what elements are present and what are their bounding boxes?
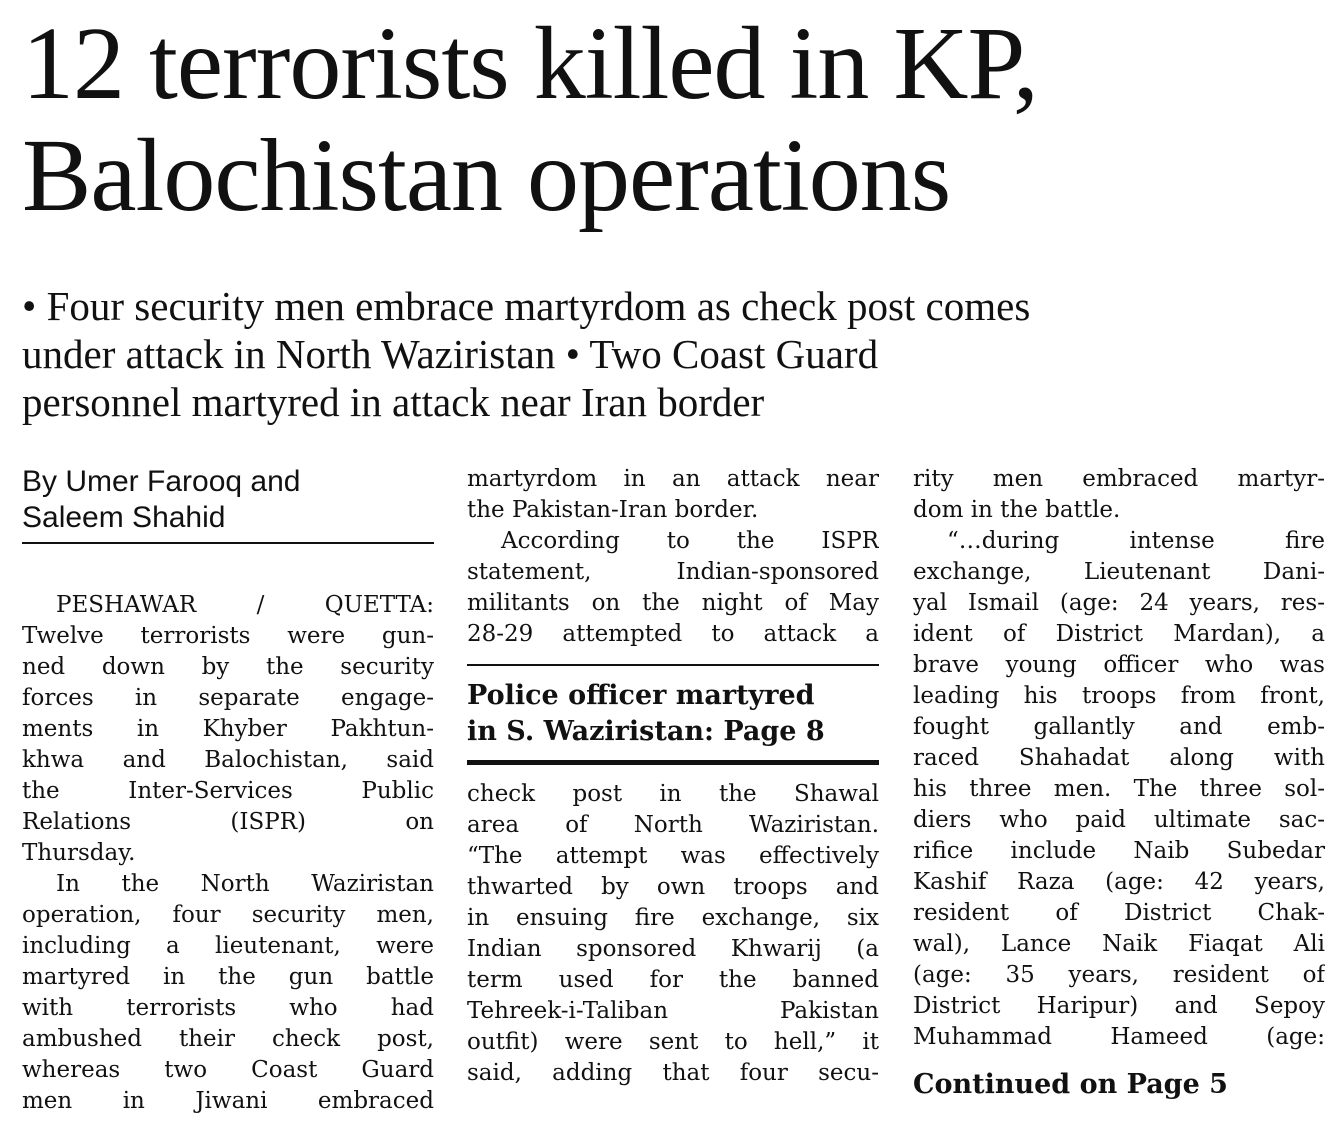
article-column-1 [22,464,434,1117]
text-line: “…during intense fire [947,528,1325,554]
text-line: martyred in the gun battle [22,964,434,990]
text-line: thwarted by own troops and [467,874,879,900]
text-line: outfit) were sent to hell,” it [467,1029,879,1055]
byline-line: Saleem Shahid [22,501,226,534]
continued-on-link[interactable]: Continued on Page 5 [913,1069,1228,1100]
text-line: rity men embraced martyr- [913,466,1325,492]
text-line: check post in the Shawal [467,781,879,807]
text-line: Tehreek-i-Taliban Pakistan [467,998,879,1024]
box-bottom-rule [467,760,879,765]
text-line: dom in the battle. [913,497,1121,523]
headline [22,8,1332,232]
subheadline-line: under attack in North Waziristan • Two Coast Guard [22,331,879,377]
byline [22,464,434,542]
related-story-title[interactable] [467,666,879,760]
text-line: men in Jiwani embraced [22,1088,434,1114]
text-line: including a lieutenant, were [22,933,434,959]
paragraph [913,464,1325,526]
related-story-box[interactable] [467,664,879,765]
text-line: wal), Lance Naik Fiaqat Ali [913,931,1325,957]
paragraph [22,869,434,1117]
text-line: rifice include Naib Subedar [913,838,1325,864]
paragraph [22,590,434,869]
text-line: In the North Waziristan [56,871,434,897]
text-line: ments in Khyber Pakhtun- [22,716,434,742]
text-line: militants on the night of May [467,590,879,616]
text-line: According to the ISPR [501,528,879,554]
text-line: PESHAWAR / QUETTA: [56,592,434,618]
paragraph [467,464,879,526]
text-line: Thursday. [22,840,136,866]
related-story-line: in S. Waziristan: Page 8 [467,716,825,747]
text-line: fought gallantly and emb- [913,714,1325,740]
text-line: his three men. The three sol- [913,776,1325,802]
text-line: (age: 35 years, resident of [913,962,1325,988]
text-line: ident of District Mardan), a [913,621,1325,647]
text-line: resident of District Chak- [913,900,1325,926]
paragraph [913,526,1325,1053]
headline-line: 12 terrorists killed in KP, [22,6,1038,121]
text-line: Indian sponsored Khwarij (a [467,936,879,962]
byline-divider [22,542,434,544]
text-line: Muhammad Hameed (age: [913,1024,1325,1050]
text-line: statement, Indian-sponsored [467,559,879,585]
text-line: Kashif Raza (age: 42 years, [913,869,1325,895]
related-story-line: Police officer martyred [467,680,815,711]
text-line: “The attempt was effectively [467,843,879,869]
paragraph [467,779,879,1089]
text-line: yal Ismail (age: 24 years, res- [913,590,1325,616]
byline-line: By Umer Farooq and [22,465,301,498]
headline-line: Balochistan operations [22,118,951,233]
text-line: diers who paid ultimate sac- [913,807,1325,833]
article-column-3 [913,464,1325,1101]
text-line: khwa and Balochistan, said [22,747,434,773]
text-line: ambushed their check post, [22,1026,434,1052]
text-line: martyrdom in an attack near [467,466,879,492]
paragraph [467,526,879,650]
article-column-2 [467,464,879,1089]
text-line: brave young officer who was [913,652,1325,678]
subheadline [22,282,1332,426]
text-line: with terrorists who had [22,995,434,1021]
text-line: area of North Waziristan. [467,812,879,838]
text-line: whereas two Coast Guard [22,1057,434,1083]
text-line: Relations (ISPR) on [22,809,434,835]
text-line: raced Shahadat along with [913,745,1325,771]
text-line: term used for the banned [467,967,879,993]
text-line: leading his troops from front, [913,683,1325,709]
text-line: ned down by the security [22,654,434,680]
text-line: in ensuing fire exchange, six [467,905,879,931]
text-line: said, adding that four secu- [467,1060,879,1086]
subheadline-line: personnel martyred in attack near Iran border [22,379,765,425]
text-line: forces in separate engage- [22,685,434,711]
text-line: 28-29 attempted to attack a [467,621,879,647]
text-line: Twelve terrorists were gun- [22,623,434,649]
text-line: the Inter-Services Public [22,778,434,804]
subheadline-line: • Four security men embrace martyrdom as check post comes [22,283,1031,329]
text-line: the Pakistan-Iran border. [467,497,759,523]
text-line: operation, four security men, [22,902,434,928]
text-line: District Haripur) and Sepoy [913,993,1325,1019]
text-line: exchange, Lieutenant Dani- [913,559,1325,585]
